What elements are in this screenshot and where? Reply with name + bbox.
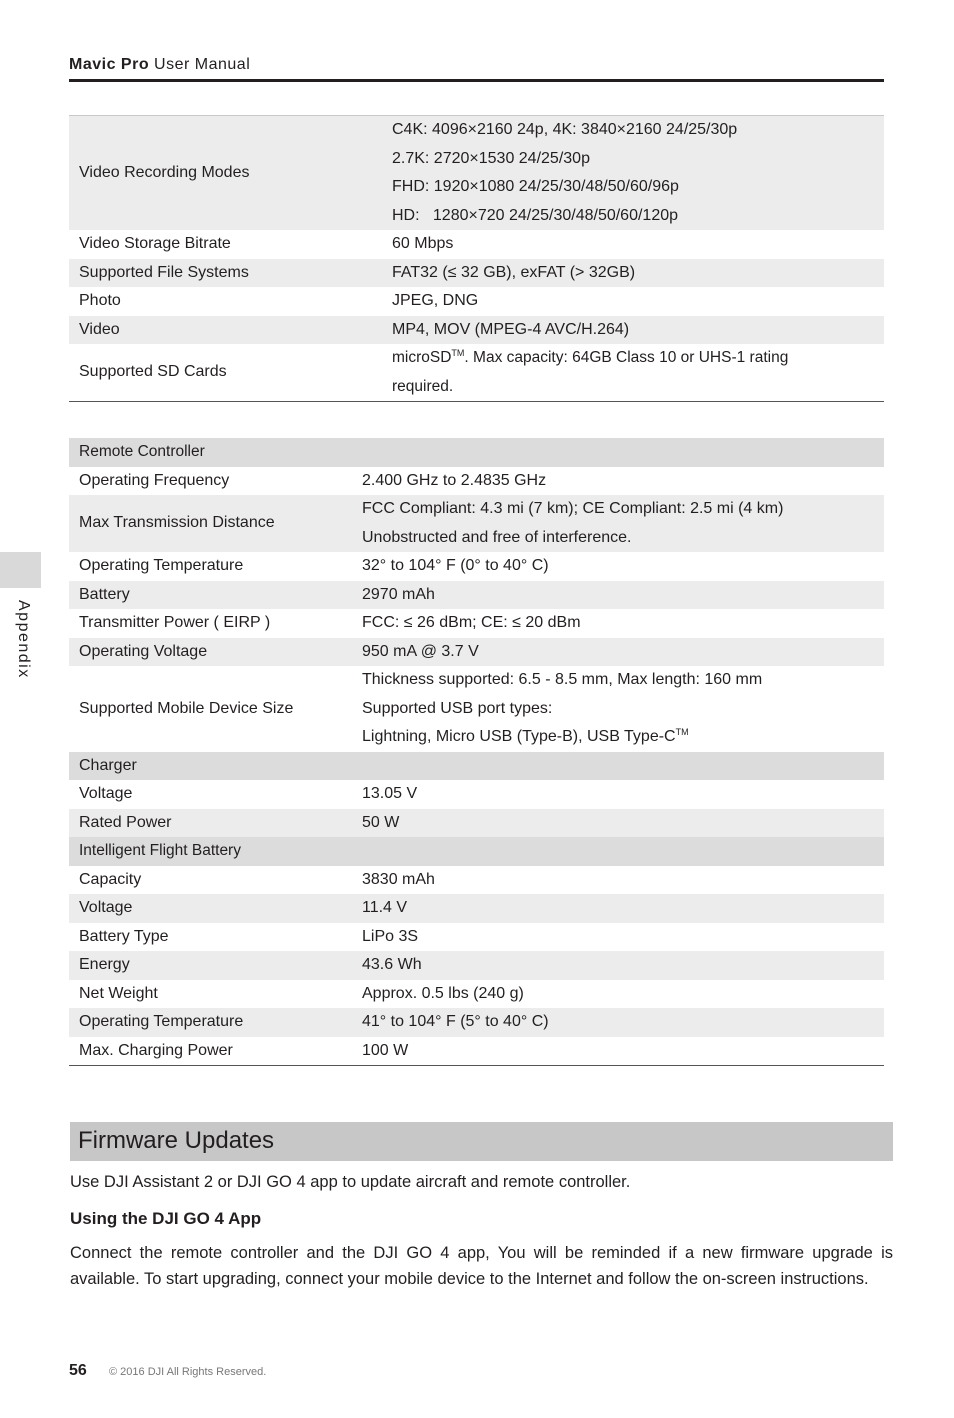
page-header <box>69 54 884 82</box>
spec-label: Max. Charging Power <box>79 1041 233 1059</box>
spec-value-line: required. <box>392 377 454 395</box>
table-row <box>69 866 884 895</box>
spec-value-line: FCC Compliant: 4.3 mi (7 km); CE Compliant: 2.5 mi (4 km) <box>362 500 784 517</box>
spec-value-line: Supported USB port types: <box>362 699 553 717</box>
spec-label: Supported File Systems <box>69 259 382 288</box>
table-row <box>69 780 884 809</box>
spec-value-line <box>362 723 874 752</box>
spec-value-line: 2.7K: 2720×1530 24/25/30p <box>392 149 590 167</box>
spec-value-line: C4K: 4096×2160 24p, 4K: 3840×2160 24/25/30p <box>392 121 738 138</box>
spec-label: Operating Temperature <box>79 557 244 574</box>
header-title <box>69 56 250 74</box>
table-row <box>69 980 884 1009</box>
firmware-section-header <box>70 1122 893 1161</box>
firmware-body: Connect the remote controller and the DJI GO 4 app, You will be reminded if a new firmware upgrade is available. To start upgrading, connect your mobile device to the Internet and follow the on-screen instructions. <box>70 1244 893 1288</box>
copyright: © 2016 DJI All Rights Reserved. <box>109 1366 267 1378</box>
section-title-charger: Charger <box>69 752 884 781</box>
spec-value: 43.6 Wh <box>352 951 884 980</box>
table-row <box>69 894 884 923</box>
spec-label: Battery <box>69 581 352 610</box>
spec-value: 50 W <box>352 809 884 838</box>
spec-label: Video <box>69 316 382 345</box>
spec-label: Operating Voltage <box>69 638 352 667</box>
sd-rest: . Max capacity: 64GB Class 10 or UHS-1 rating <box>464 349 789 366</box>
spec-value-line: FHD: 1920×1080 24/25/30/48/50/60/96p <box>392 178 679 195</box>
trademark-mark: TM <box>675 727 689 737</box>
section-title-battery: Intelligent Flight Battery <box>69 837 884 866</box>
firmware-subheading: Using the DJI GO 4 App <box>70 1209 262 1228</box>
spec-value: 13.05 V <box>362 785 418 802</box>
trademark-mark: TM <box>451 348 465 358</box>
spec-value: 950 mA @ 3.7 V <box>352 638 884 667</box>
spec-value: 41° to 104° F (5° to 40° C) <box>352 1008 884 1037</box>
spec-value: 100 W <box>362 1041 409 1059</box>
table-row <box>69 1037 884 1066</box>
table-row <box>69 638 884 667</box>
spec-value: FCC: ≤ 26 dBm; CE: ≤ 20 dBm <box>362 614 581 631</box>
spec-label: Battery Type <box>79 927 169 945</box>
spec-value: 3830 mAh <box>362 870 435 888</box>
spec-value: 60 Mbps <box>392 235 454 252</box>
header-manual: User Manual <box>154 56 251 73</box>
firmware-heading: Firmware Updates <box>78 1127 275 1154</box>
table-row <box>69 923 884 952</box>
spec-value <box>352 495 884 552</box>
spec-label: Capacity <box>79 870 142 888</box>
spec-value: JPEG, DNG <box>392 292 479 309</box>
appendix-tab-marker <box>0 552 41 588</box>
section-row <box>69 837 884 866</box>
page-number: 56 <box>69 1362 87 1379</box>
table-row <box>69 495 884 552</box>
spec-label: Transmitter Power ( EIRP ) <box>79 614 271 631</box>
spec-label: Video Recording Modes <box>69 116 382 231</box>
usb-types: Lightning, Micro USB (Type-B), USB Type-C <box>362 728 676 745</box>
section-row <box>69 438 884 467</box>
spec-value <box>382 344 884 402</box>
sd-prefix: microSD <box>392 349 452 366</box>
spec-value-line: Unobstructed and free of interference. <box>362 528 632 546</box>
spec-label: Supported SD Cards <box>79 363 227 381</box>
table-row <box>69 581 884 610</box>
appendix-side-label: Appendix <box>15 600 32 679</box>
table-row <box>69 552 884 581</box>
spec-value: 11.4 V <box>352 894 884 923</box>
spec-label: Rated Power <box>69 809 352 838</box>
spec-label: Voltage <box>79 785 133 802</box>
firmware-intro: Use DJI Assistant 2 or DJI GO 4 app to update aircraft and remote controller. <box>70 1173 631 1191</box>
spec-label: Supported Mobile Device Size <box>79 699 294 717</box>
spec-label: Energy <box>69 951 352 980</box>
table-row <box>69 287 884 316</box>
video-spec-table <box>69 115 884 402</box>
spec-label: Video Storage Bitrate <box>79 235 231 252</box>
spec-label: Net Weight <box>79 984 158 1002</box>
spec-value-line: HD: 1280×720 24/25/30/48/50/60/120p <box>392 206 679 224</box>
table-row <box>69 344 884 402</box>
table-row <box>69 666 884 752</box>
spec-value: MP4, MOV (MPEG-4 AVC/H.264) <box>382 316 884 345</box>
spec-label: Operating Frequency <box>79 471 230 489</box>
section-row <box>69 752 884 781</box>
spec-label: Photo <box>79 292 121 309</box>
spec-label: Operating Temperature <box>69 1008 352 1037</box>
spec-value <box>352 666 884 752</box>
spec-value: LiPo 3S <box>362 927 419 945</box>
table-row <box>69 316 884 345</box>
table-row <box>69 467 884 496</box>
table-row <box>69 230 884 259</box>
table-row <box>69 609 884 638</box>
table-row <box>69 116 884 231</box>
section-title-remote-controller: Remote Controller <box>69 438 884 467</box>
table-row <box>69 809 884 838</box>
spec-value: 2.400 GHz to 2.4835 GHz <box>362 471 547 489</box>
table-row <box>69 259 884 288</box>
rc-spec-table <box>69 438 884 1066</box>
spec-value: 2970 mAh <box>352 581 884 610</box>
spec-value-line <box>392 344 874 373</box>
spec-value: FAT32 (≤ 32 GB), exFAT (> 32GB) <box>382 259 884 288</box>
table-row <box>69 951 884 980</box>
spec-value: 32° to 104° F (0° to 40° C) <box>362 557 549 574</box>
spec-value: Approx. 0.5 lbs (240 g) <box>362 984 524 1002</box>
table-row <box>69 1008 884 1037</box>
header-brand: Mavic Pro <box>69 56 150 73</box>
page-footer <box>69 1362 267 1380</box>
spec-label: Voltage <box>69 894 352 923</box>
spec-label: Max Transmission Distance <box>69 495 352 552</box>
spec-value-line: Thickness supported: 6.5 - 8.5 mm, Max length: 160 mm <box>362 671 763 688</box>
spec-value <box>382 116 884 231</box>
